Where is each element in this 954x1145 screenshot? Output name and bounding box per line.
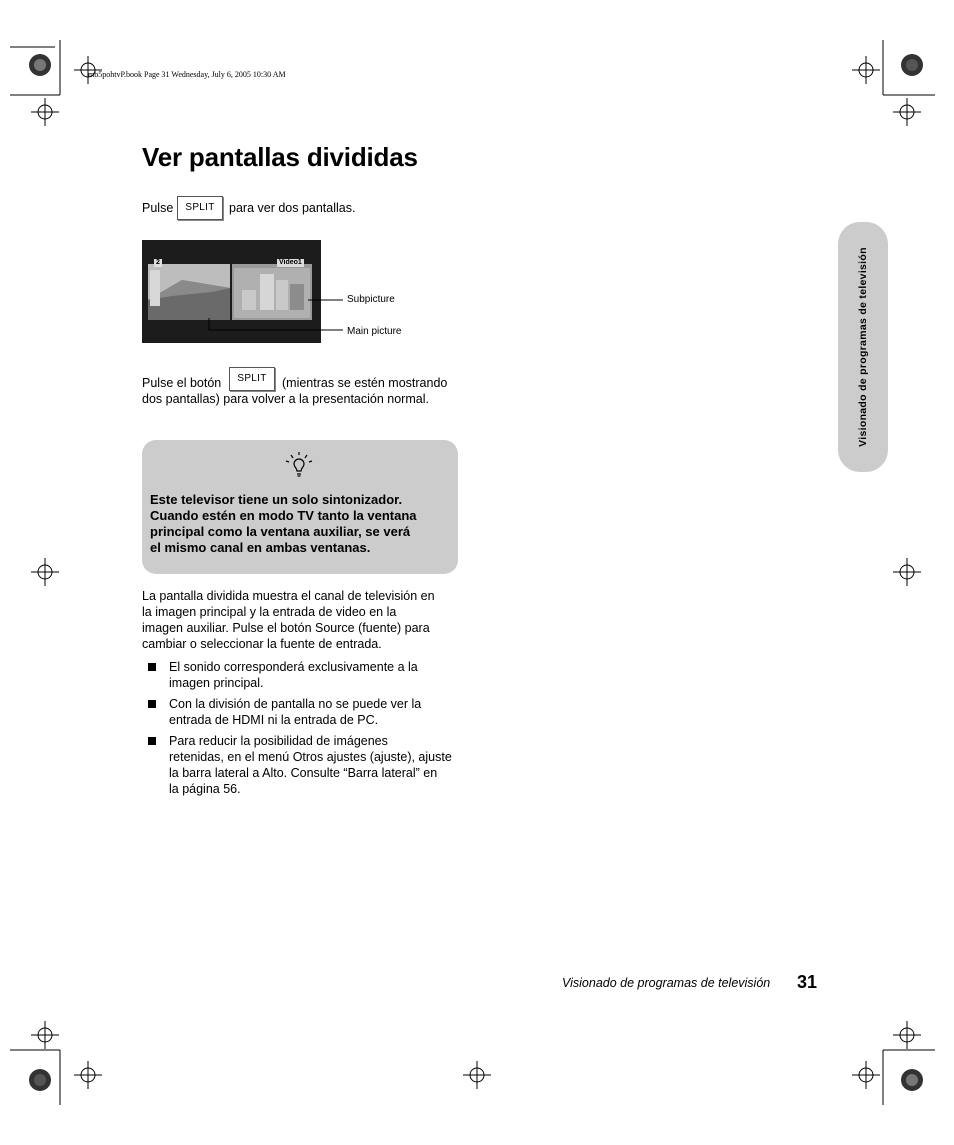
bullet-line: Con la división de pantalla no se puede ver la (169, 697, 422, 711)
page-number: 31 (797, 972, 818, 992)
split-screen-illustration (142, 240, 321, 343)
bullet-marker (148, 737, 156, 745)
bullet-item (169, 733, 469, 797)
lightbulb-icon (283, 450, 315, 482)
chapter-side-tab-label: Visionado de programas de televisión (857, 247, 869, 447)
split-screen-photo (142, 240, 321, 343)
body-paragraph (142, 588, 462, 652)
instruction-2-pre: Pulse el botón (142, 376, 222, 390)
bullet-item (169, 696, 469, 728)
bullet-marker (148, 663, 156, 671)
paragraph-line: imagen auxiliar. Pulse el botón Source (fuente) para (142, 621, 430, 635)
paragraph-line: La pantalla dividida muestra el canal de televisión en (142, 589, 435, 603)
tip-line: el mismo canal en ambas ventanas. (150, 540, 371, 555)
chapter-side-tab (838, 222, 888, 472)
split-key-label: SPLIT (185, 202, 215, 213)
bullet-line: retenidas, en el menú Otros ajustes (ajuste), ajuste (169, 750, 452, 764)
tip-text (150, 492, 450, 556)
subpicture-label: Subpicture (347, 294, 395, 305)
tip-line: Cuando estén en modo TV tanto la ventana (150, 508, 417, 523)
tip-line: Este televisor tiene un solo sintonizador. (150, 492, 403, 507)
paragraph-line: cambiar o seleccionar la fuente de entrada. (142, 637, 382, 651)
bullet-line: imagen principal. (169, 676, 264, 690)
instruction-1 (142, 200, 462, 224)
bullet-item (169, 659, 469, 691)
bullet-line: Para reducir la posibilidad de imágenes (169, 734, 388, 748)
bullet-line: la barra lateral a Alto. Consulte “Barra lateral” en (169, 766, 438, 780)
split-key-label-2: SPLIT (237, 373, 267, 384)
bullet-line: la página 56. (169, 782, 241, 796)
sub-window-badge: Video1 (279, 259, 302, 266)
instruction-2-line2: dos pantallas) para volver a la presentación normal. (142, 392, 429, 406)
instruction-2-post: (mientras se estén mostrando (282, 376, 448, 390)
split-key-icon (177, 196, 223, 220)
split-key-icon-2 (229, 367, 275, 391)
tip-line: principal como la ventana auxiliar, se verá (150, 524, 411, 539)
instruction-1-pre: Pulse (142, 201, 174, 215)
page-title: Ver pantallas divididas (142, 142, 418, 172)
main-window-badge: 2 (156, 259, 160, 266)
instruction-2 (142, 375, 462, 409)
footer-section-title: Visionado de programas de televisión (562, 976, 771, 990)
print-slug: mb5pohtvP.book Page 31 Wednesday, July 6, 2005 10:30 AM (88, 70, 286, 79)
bullet-line: El sonido corresponderá exclusivamente a la (169, 660, 418, 674)
bullet-marker (148, 700, 156, 708)
main-picture-label: Main picture (347, 326, 402, 337)
instruction-1-post: para ver dos pantallas. (229, 201, 356, 215)
bullet-line: entrada de HDMI ni la entrada de PC. (169, 713, 379, 727)
paragraph-line: la imagen principal y la entrada de video en la (142, 605, 397, 619)
